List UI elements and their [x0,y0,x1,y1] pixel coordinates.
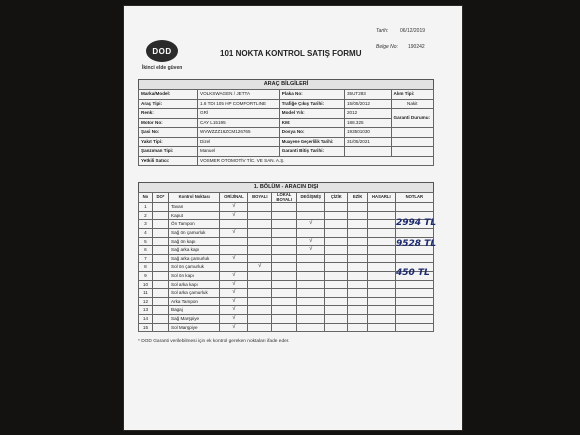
empty-cell [368,203,395,212]
table-row [139,254,434,263]
check-mark: √ [220,314,248,323]
handwritten-note-2: 9528 TL [396,239,437,249]
empty-cell [368,314,395,323]
check-mark: √ [297,237,325,246]
empty-cell [391,147,433,157]
empty-cell [248,203,272,212]
empty-cell [152,220,168,229]
empty-cell [297,254,325,263]
empty-cell [248,254,272,263]
row-number: 8 [139,263,153,272]
empty-cell [348,254,368,263]
yakit-value: Dizel [198,137,280,147]
empty-cell [368,263,395,272]
empty-cell [395,254,433,263]
row-number: 13 [139,306,153,315]
row-number: 11 [139,289,153,298]
doc-number-value: 190242 [408,44,425,50]
empty-cell [297,306,325,315]
empty-cell [325,297,348,306]
empty-cell [220,246,248,255]
control-point-label: Sağ arka kapı [169,246,220,255]
empty-cell [348,246,368,255]
empty-cell [395,228,433,237]
control-point-label: Sağ arka çamurluk [169,254,220,263]
empty-cell [395,203,433,212]
empty-cell [152,263,168,272]
empty-cell [272,271,297,280]
model-yili-value: 2012 [344,109,391,119]
empty-cell [368,237,395,246]
control-point-label: Sol Marşpiye [169,323,220,332]
table-row [139,306,434,315]
row-number: 1 [139,203,153,212]
control-point-label: Ön Tampon [169,220,220,229]
empty-cell [348,314,368,323]
empty-cell [325,314,348,323]
control-point-label: Tavan [169,203,220,212]
empty-cell [368,254,395,263]
check-mark: √ [220,323,248,332]
empty-cell [297,280,325,289]
check-mark: √ [220,228,248,237]
empty-cell [348,263,368,272]
empty-cell [325,237,348,246]
empty-cell [152,271,168,280]
doc-number-label: Belge No: [376,44,398,50]
column-header: HASARLI [368,193,395,203]
table-row [139,297,434,306]
trafik-value: 15/05/2012 [344,99,391,109]
column-header: ÇİZİK [325,193,348,203]
arac-tipi-value: 1.6 TDI 105 HP COMFORTLINE [198,99,280,109]
check-mark: √ [220,203,248,212]
km-value: 188.325 [344,118,391,128]
check-mark: √ [220,306,248,315]
check-mark: √ [248,263,272,272]
empty-cell [325,323,348,332]
empty-cell [220,263,248,272]
empty-cell [368,297,395,306]
table-row [139,211,434,220]
table-header-row [139,193,434,203]
empty-cell [325,306,348,315]
table-row [139,263,434,272]
muayene-label: Muayene Geçerlilik Tarihi: [279,137,344,147]
form-title: 101 NOKTA KONTROL SATIŞ FORMU [220,49,362,58]
empty-cell [272,203,297,212]
marka-value: VOLKSWAGEN / JETTA [198,90,280,100]
empty-cell [152,228,168,237]
arac-tipi-label: Araç Tipi: [139,99,198,109]
empty-cell [297,289,325,298]
column-header: ORİJİNAL [220,193,248,203]
empty-cell [395,280,433,289]
empty-cell [348,203,368,212]
empty-cell [348,271,368,280]
empty-cell [395,323,433,332]
empty-cell [152,306,168,315]
empty-cell [348,211,368,220]
control-point-label: Kaput [169,211,220,220]
control-point-label: Sağ ön çamurluk [169,228,220,237]
motor-label: Motor No: [139,118,198,128]
empty-cell [220,220,248,229]
empty-cell [272,254,297,263]
marka-label: Marka/Model: [139,90,198,100]
empty-cell [297,323,325,332]
footer-note: * DOD Garanti verilebilmesi için ek kontrol gereken noktaları ifade eder. [138,339,290,344]
control-point-label: Arka Tampon [169,297,220,306]
empty-cell [248,237,272,246]
empty-cell [272,211,297,220]
check-mark: √ [297,220,325,229]
empty-cell [152,314,168,323]
empty-cell [152,297,168,306]
row-number: 12 [139,297,153,306]
empty-cell [348,323,368,332]
empty-cell [248,211,272,220]
row-number: 3 [139,220,153,229]
check-mark: √ [220,289,248,298]
handwritten-note-3: 450 TL [396,268,430,278]
empty-cell [272,237,297,246]
table-row [139,203,434,212]
empty-cell [248,280,272,289]
row-number: 6 [139,246,153,255]
row-number: 4 [139,228,153,237]
empty-cell [272,289,297,298]
yakit-label: Yakıt Tipi: [139,137,198,147]
empty-cell [395,314,433,323]
empty-cell [248,314,272,323]
empty-cell [325,271,348,280]
empty-cell [395,297,433,306]
empty-cell [325,254,348,263]
empty-cell [368,220,395,229]
table-row [139,271,434,280]
empty-cell [325,246,348,255]
column-header: No [139,193,153,203]
garanti-bitis-label: Garanti Bitiş Tarihi: [279,147,344,157]
empty-cell [272,263,297,272]
empty-cell [248,297,272,306]
dosya-value: 193501030 [344,128,391,138]
empty-cell [152,280,168,289]
empty-cell [272,280,297,289]
check-mark: √ [220,211,248,220]
empty-cell [152,246,168,255]
row-number: 9 [139,271,153,280]
control-point-label: Sol ön çamurluk [169,263,220,272]
renk-label: Renk: [139,109,198,119]
check-mark: √ [220,297,248,306]
check-mark: √ [297,246,325,255]
empty-cell [272,228,297,237]
empty-cell [297,263,325,272]
empty-cell [348,220,368,229]
empty-cell [297,314,325,323]
plaka-value: 35UT283 [344,90,391,100]
empty-cell [325,203,348,212]
empty-cell [325,228,348,237]
check-mark: √ [220,280,248,289]
empty-cell [248,220,272,229]
empty-cell [348,306,368,315]
empty-cell [325,211,348,220]
date-value: 06/12/2019 [400,28,426,34]
empty-cell [325,220,348,229]
table-row [139,314,434,323]
empty-cell [391,137,433,147]
row-number: 2 [139,211,153,220]
empty-cell [348,289,368,298]
column-header: NOTLAR [395,193,433,203]
empty-cell [272,297,297,306]
empty-cell [325,263,348,272]
empty-cell [395,306,433,315]
empty-cell [220,237,248,246]
row-number: 5 [139,237,153,246]
empty-cell [368,323,395,332]
empty-cell [272,314,297,323]
column-header: LOKAL BOYALI [272,193,297,203]
empty-cell [152,254,168,263]
check-mark: √ [220,271,248,280]
empty-cell [297,211,325,220]
garanti-bitis-value [344,147,391,157]
empty-cell [297,228,325,237]
table-row [139,237,434,246]
model-yili-label: Model Yılı: [279,109,344,119]
empty-cell [368,280,395,289]
empty-cell [248,306,272,315]
empty-cell [348,228,368,237]
empty-cell [152,289,168,298]
body-section-title: 1. BÖLÜM - ARACIN DIŞI [138,182,434,193]
control-point-label: Bagaj [169,306,220,315]
empty-cell [152,211,168,220]
check-mark: √ [220,254,248,263]
alim-label: Alım Tipi: [391,90,433,100]
empty-cell [391,128,433,138]
row-number: 14 [139,314,153,323]
dosya-label: Dosya No: [279,128,344,138]
column-header: DO* [152,193,168,203]
sase-label: Şasi No: [139,128,198,138]
empty-cell [297,297,325,306]
empty-cell [368,246,395,255]
empty-cell [368,289,395,298]
control-point-label: Sol ön kapı [169,271,220,280]
empty-cell [152,237,168,246]
table-row [139,289,434,298]
renk-value: GRİ [198,109,280,119]
empty-cell [395,289,433,298]
empty-cell [248,271,272,280]
empty-cell [248,289,272,298]
empty-cell [368,228,395,237]
empty-cell [272,323,297,332]
empty-cell [248,323,272,332]
body-check-table [138,192,437,332]
empty-cell [152,203,168,212]
sanziman-label: Şanzıman Tipi: [139,147,198,157]
empty-cell [152,323,168,332]
handwritten-note-1: 2994 TL [396,218,437,228]
empty-cell [368,271,395,280]
empty-cell [272,246,297,255]
satici-value: VOSMER OTOMOTİV TİC. VE SAN. A.Ş. [198,156,434,166]
table-row [139,228,434,237]
empty-cell [325,289,348,298]
empty-cell [297,271,325,280]
plaka-label: Plaka No: [279,90,344,100]
row-number: 7 [139,254,153,263]
row-number: 10 [139,280,153,289]
control-point-label: Sağ ön kapı [169,237,220,246]
vehicle-info-table [138,89,434,166]
empty-cell [348,280,368,289]
satici-label: Yetkili Satıcı: [139,156,198,166]
dod-logo: DOD [146,40,178,62]
sales-form-page [124,6,462,430]
km-label: KM: [279,118,344,128]
empty-cell [248,246,272,255]
empty-cell [368,211,395,220]
empty-cell [248,228,272,237]
date-label: Tarih: [376,28,389,34]
trafik-label: Trafiğe Çıkış Tarihi: [279,99,344,109]
empty-cell [368,306,395,315]
control-point-label: Sol arka çamurluk [169,289,220,298]
empty-cell [297,203,325,212]
column-header: DEĞİŞMİŞ [297,193,325,203]
column-header: BOYALI [248,193,272,203]
empty-cell [272,306,297,315]
empty-cell [272,220,297,229]
column-header: Kontrol Noktası [169,193,220,203]
vehicle-section-title: ARAÇ BİLGİLERİ [138,79,434,90]
odeme-value: Nakit [391,99,433,109]
table-row [139,246,434,255]
row-number: 15 [139,323,153,332]
column-header: EZİK [348,193,368,203]
table-row [139,280,434,289]
muayene-value: 31/05/2021 [344,137,391,147]
empty-cell [325,280,348,289]
empty-cell [348,237,368,246]
control-point-label: Sol arka kapı [169,280,220,289]
empty-cell [348,297,368,306]
motor-value: CAY L15195 [198,118,280,128]
table-row [139,323,434,332]
sanziman-value: Manuel [198,147,280,157]
logo-tagline: İkinci elde güven [142,65,183,71]
garanti-durumu-label: Garanti Durumu: [391,109,433,128]
table-row [139,220,434,229]
control-point-label: Sağ Marşpiye [169,314,220,323]
sase-value: WVWZZZ16ZCM126765 [198,128,280,138]
